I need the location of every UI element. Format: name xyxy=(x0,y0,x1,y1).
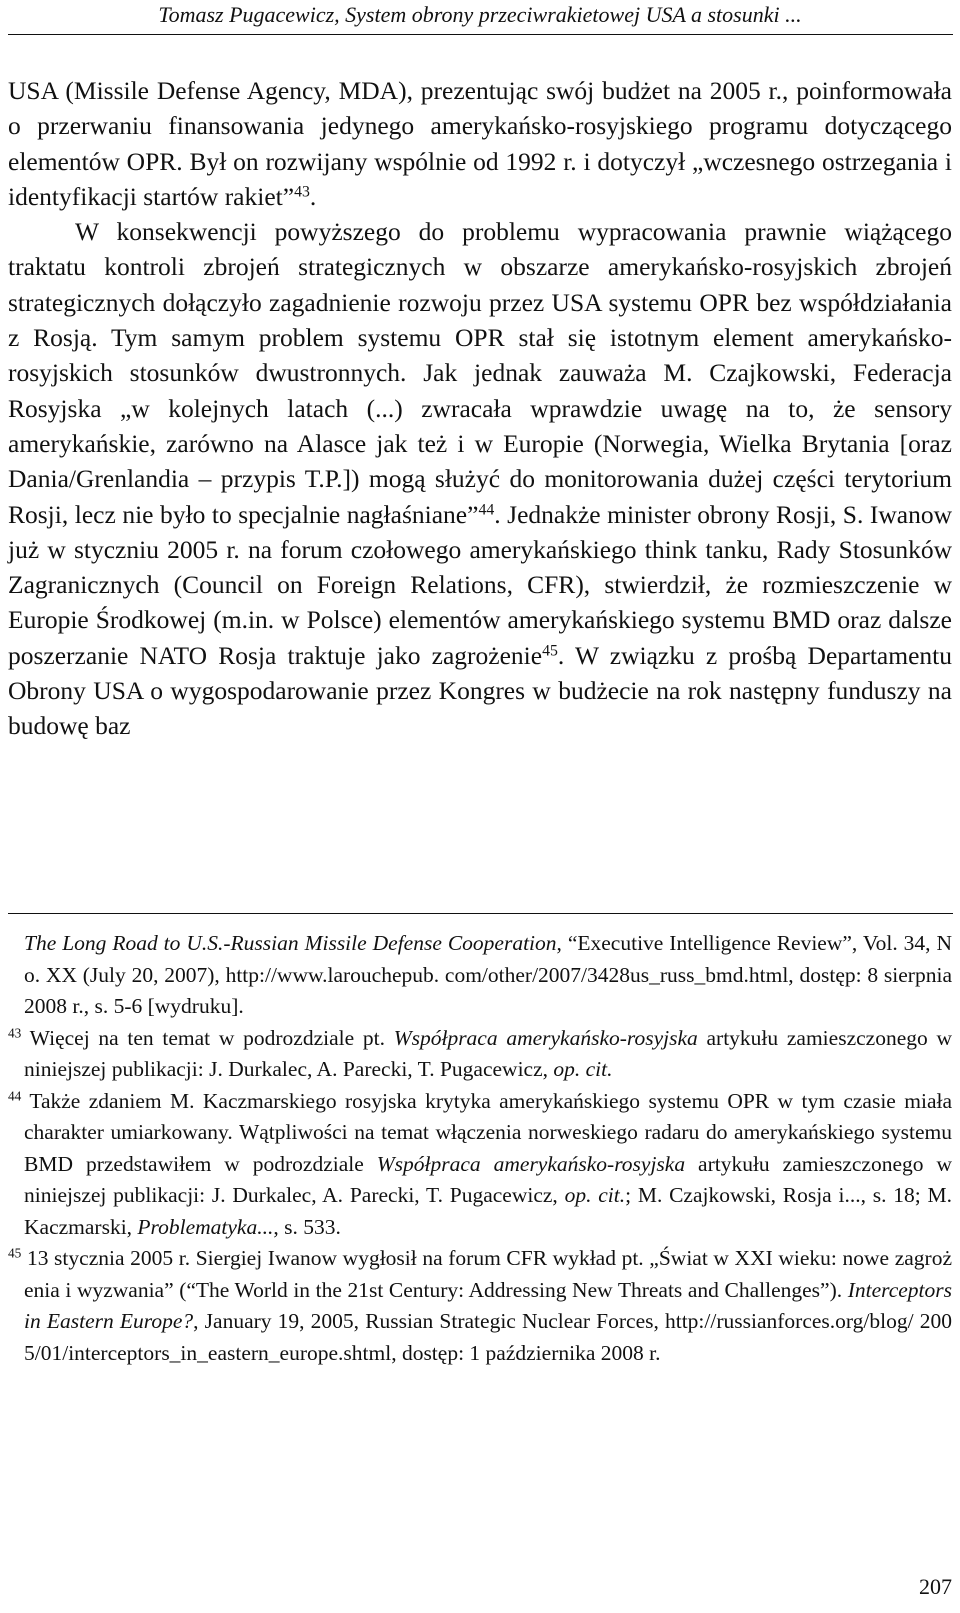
footnote-44-opcit: op. cit. xyxy=(564,1183,626,1207)
footnote-42-rest: , “Executive Intelligence Review”, Vol. 34, No. XX (July 20, 2007), http://www.larouchepub. com/other/2007/3428us_russ_bmd.html, dostęp: 8 sierpnia 2008 r., s. 5-6 [wydruku]. xyxy=(24,931,953,1018)
footnote-42-title: The Long Road to U.S.-Russian Missile Defense Cooperation xyxy=(24,931,557,955)
footnote-45-number: 45 xyxy=(8,1245,22,1261)
paragraph-2 xyxy=(8,214,952,743)
paragraph-2-text-c: . W związku z prośbą Departamentu Obrony USA o wygospodarowanie przez Kongres w budżecie na rok następny funduszy na budowę baz xyxy=(8,640,952,741)
page-number: 207 xyxy=(919,1574,952,1599)
footnote-43-number: 43 xyxy=(8,1025,22,1041)
footnote-45-text-b: , January 19, 2005, Russian Strategic Nuclear Forces, http://russianforces.org/blog/ 2005/01/interceptors_in_eastern_europe.shtml, dostęp: 1 października 2008 r. xyxy=(24,1309,952,1365)
footnote-44-text-b: artykułu zamieszczonego w niniejszej publikacji: J. Durkalec, A. Parecki, T. Pugacewicz, xyxy=(24,1151,952,1207)
footnote-42-continuation xyxy=(8,928,952,1023)
footnote-ref-45: 45 xyxy=(542,642,558,660)
footnote-43-opcit: op. cit. xyxy=(553,1057,613,1081)
paragraph-1-end: . xyxy=(309,181,317,211)
footnote-45-title: Interceptors in Eastern Europe? xyxy=(24,1277,952,1333)
footnote-44-text-d: , s. 533. xyxy=(273,1214,341,1239)
paragraph-2-text-b: . Jednakże minister obrony Rosji, S. Iwanow już w styczniu 2005 r. na forum czołowego amerykańskiego think tanku, Rady Stosunków Zagranicznych (Council on Foreign Relations, CFR), stwierdził, że rozmieszczenie w Europie Środkowej (m.in. w Polsce) elementów amerykańskiego systemu BMD oraz dalsze poszerzanie NATO Rosja traktuje jako zagrożenie xyxy=(8,499,952,670)
footnote-44-text-a: Także zdaniem M. Kaczmarskiego rosyjska krytyka amerykańskiego systemu OPR w tym czasie miała charakter umiarkowany. Wątpliwości na temat włączenia norweskiego radaru do amerykańskiego systemu BMD przedstawiłem w podrozdziale xyxy=(21,1088,952,1176)
footnote-45 xyxy=(8,1243,952,1369)
footnote-43-title: Współpraca amerykańsko-rosyjska xyxy=(393,1025,698,1050)
header-rule xyxy=(8,34,953,35)
paragraph-1-text: USA (Missile Defense Agency, MDA), prezentując swój budżet na 2005 r., poinformowała o przerwaniu finansowania jedynego amerykańsko-rosyjskiego programu dotyczącego elementów OPR. Był on rozwijany wspólnie od 1992 r. i dotyczył „wczesnego ostrzegania i identyfikacji startów rakiet” xyxy=(8,76,952,211)
footnote-ref-43: 43 xyxy=(294,183,310,201)
footnote-44 xyxy=(8,1086,952,1244)
footnote-44-title: Współpraca amerykańsko-rosyjska xyxy=(376,1151,686,1176)
footnote-rule xyxy=(8,913,953,914)
footnote-45-text-a: 13 stycznia 2005 r. Siergiej Iwanow wygłosił na forum CFR wykład pt. „Świat w XXI wieku: nowe zagrożenia i wyzwania” (“The World in the 21st Century: Addressing New Threats and Challenges”). xyxy=(21,1246,952,1302)
footnote-43-text-b: artykułu zamieszczonego w niniejszej publikacji: J. Durkalec, A. Parecki, T. Pugacewicz, xyxy=(24,1025,952,1081)
footnotes xyxy=(8,928,952,1369)
running-header: Tomasz Pugacewicz, System obrony przeciwrakietowej USA a stosunki ... xyxy=(158,2,802,27)
footnote-43-text-a: Więcej na ten temat w podrozdziale pt. xyxy=(21,1025,394,1050)
footnote-44-title-2: Problematyka... xyxy=(137,1214,274,1239)
paragraph-1 xyxy=(8,73,952,214)
paragraph-2-text-a: W konsekwencji powyższego do problemu wypracowania prawnie wiążącego traktatu kontroli zbrojeń strategicznych w obszarze amerykańsko-rosyjskich zbrojeń strategicznych dołączyło zagadnienie rozwoju przez USA systemu OPR bez współdziałania z Rosją. Tym samym problem systemu OPR stał się istotnym element amerykańsko-rosyjskich stosunków dwustronnych. Jak jednak zauważa M. Czajkowski, Federacja Rosyjska „w kolejnych latach (...) zwracała wprawdzie uwagę na to, że sensory amerykańskie, zarówno na Alasce jak też i w Europie (Norwegia, Wielka Brytania [oraz Dania/Grenlandia – przypis T.P.]) mogą służyć do monitorowania dużej części terytorium Rosji, lecz nie było to specjalnie nagłaśniane” xyxy=(8,217,952,529)
footnote-44-text-c: ; M. Czajkowski, Rosja i..., s. 18; M. Kaczmarski, xyxy=(24,1183,952,1239)
footnote-ref-44: 44 xyxy=(478,500,495,518)
footnote-44-number: 44 xyxy=(8,1088,22,1104)
footnote-43 xyxy=(8,1023,952,1086)
main-text xyxy=(8,73,952,744)
